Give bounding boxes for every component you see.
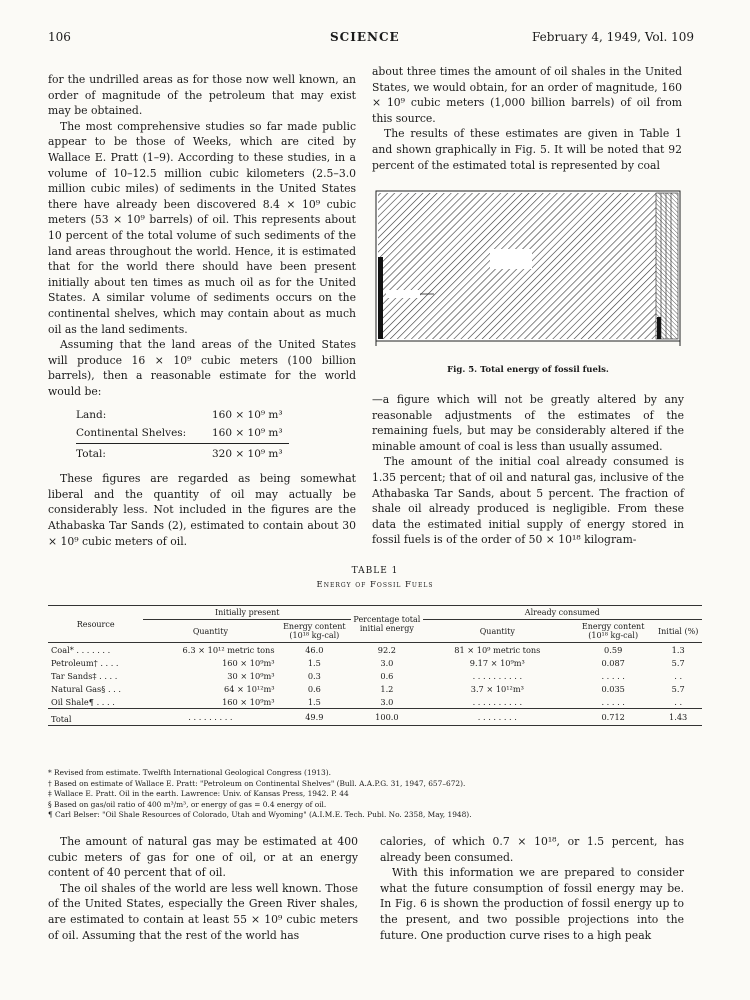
estimate-label: Land: bbox=[76, 409, 107, 422]
table-body bbox=[48, 643, 702, 726]
cell-quantity: 30 × 10⁹m³ bbox=[227, 670, 275, 681]
cell-consumed-energy: . . . . . bbox=[601, 670, 625, 681]
paragraph: The results of these estimates are given in Table 1 and shown graphically in Fig. 5. It will be noted that 92 percent of the estimated total is represented by coal bbox=[372, 127, 682, 172]
left-column-bottom bbox=[48, 834, 358, 943]
table-footnotes bbox=[48, 768, 472, 821]
cell-quantity: 6.3 × 10¹² metric tons bbox=[182, 644, 275, 655]
paragraph: These figures are regarded as being somewhat liberal and the quantity of oil may actually be considerably less. Not included in the figures are the Athabaska Tar Sands (2), estimated to contain about 30 × 10⁹ cubic meters of oil. bbox=[48, 472, 356, 548]
paragraph: The amount of natural gas may be estimated at 400 cubic meters of gas for one of oil, or at an energy content of 40 percent that of oil. bbox=[48, 835, 358, 880]
table-row bbox=[48, 643, 702, 657]
paragraph: Assuming that the land areas of the United States will produce 16 × 10⁹ cubic meters (100 billion barrels), then a reasonable estimate for the world would be: bbox=[48, 338, 356, 398]
col-header-already-consumed: Already consumed bbox=[423, 606, 702, 620]
cell-quantity: . . . . . . . . . bbox=[188, 712, 233, 722]
estimate-row bbox=[76, 425, 289, 443]
table-header-row bbox=[48, 606, 702, 620]
cell-pct: 92.2 bbox=[377, 644, 396, 655]
cell-energy: 0.3 bbox=[307, 670, 321, 681]
estimate-value: 160 × 10⁹ m³ bbox=[212, 409, 283, 422]
cell-consumed-quantity: 81 × 10⁹ metric tons bbox=[454, 644, 541, 655]
table-total-row bbox=[48, 709, 702, 726]
cell-resource: Petroleum† . . . . bbox=[51, 657, 119, 668]
col-header-initial-pct: Initial (%) bbox=[657, 626, 699, 636]
cell-energy: 1.5 bbox=[307, 657, 321, 668]
cell-quantity: 64 × 10¹²m³ bbox=[224, 683, 275, 694]
cell-consumed-energy: 0.712 bbox=[601, 712, 625, 722]
col-header-resource: Resource bbox=[48, 606, 143, 643]
oil-estimate-table bbox=[76, 407, 289, 463]
footnote: § Based on gas/oil ratio of 400 m³/m³, or energy of gas = 0.4 energy of oil. bbox=[48, 799, 327, 809]
table-title: Energy of Fossil Fuels bbox=[316, 580, 434, 590]
cell-consumed-quantity: . . . . . . . . . . bbox=[472, 696, 523, 707]
paragraph: The oil shales of the world are less well known. Those of the United States, especially the Green River shales, are estimated to contain at least 55 × 10⁹ cubic meters of oil. Assuming that the rest of the world has bbox=[48, 881, 358, 942]
other-consumed-bar bbox=[657, 317, 661, 339]
table-row bbox=[48, 669, 702, 682]
estimate-value: 160 × 10⁹ m³ bbox=[212, 427, 283, 440]
cell-consumed-pct: . . bbox=[674, 696, 683, 707]
right-column-bottom bbox=[380, 834, 684, 943]
consumed-label-box bbox=[386, 290, 420, 298]
cell-resource: Coal* . . . . . . . bbox=[51, 644, 111, 655]
table-row bbox=[48, 682, 702, 695]
right-column-top-a bbox=[372, 64, 682, 173]
cell-consumed-energy: 0.035 bbox=[601, 683, 625, 694]
estimate-value: 320 × 10⁹ m³ bbox=[212, 443, 289, 463]
cell-consumed-pct: 5.7 bbox=[671, 657, 685, 668]
cell-resource: Oil Shale¶ . . . . bbox=[51, 696, 115, 707]
footnote: ¶ Carl Belser: "Oil Shale Resources of Colorado, Utah and Wyoming" (A.I.M.E. Tech. Publ. No. 2358, May, 1948). bbox=[48, 810, 472, 820]
issue-info: February 4, 1949, Vol. 109 bbox=[532, 30, 694, 44]
cell-pct: 3.0 bbox=[380, 696, 394, 707]
estimate-total-row bbox=[76, 443, 289, 463]
cell-consumed-quantity: . . . . . . . . . . bbox=[472, 670, 523, 681]
table-row bbox=[48, 656, 702, 669]
coal-consumed-bar bbox=[378, 257, 383, 339]
cell-energy: 49.9 bbox=[305, 712, 324, 722]
estimate-row bbox=[76, 407, 289, 425]
cell-consumed-energy: 0.59 bbox=[604, 644, 623, 655]
col-header-percentage: Percentage total initial energy bbox=[351, 606, 422, 643]
energy-figure bbox=[372, 187, 684, 347]
footnote: * Revised from estimate. Twelfth International Geological Congress (1913). bbox=[48, 768, 331, 777]
figure-caption: Fig. 5. Total energy of fossil fuels. bbox=[447, 365, 609, 375]
col-header-quantity: Quantity bbox=[192, 626, 228, 636]
journal-title: SCIENCE bbox=[330, 30, 400, 44]
footnote: † Based on estimate of Wallace E. Pratt: "Petroleum on Continental Shelves" (Bull. A.A.P.G. 31, 1947, 657–672). bbox=[48, 778, 466, 788]
cell-consumed-quantity: 3.7 × 10¹²m³ bbox=[470, 683, 524, 694]
cell-consumed-pct: 1.43 bbox=[669, 712, 688, 722]
paragraph: —a figure which will not be greatly altered by any reasonable adjustments of the estimates of the remaining fuels, but may be considerably altered if the minable amount of coal is less than usually assumed. bbox=[372, 393, 684, 453]
cell-resource: Tar Sands‡ . . . . bbox=[51, 670, 118, 681]
cell-energy: 1.5 bbox=[307, 696, 321, 707]
col-header-consumed-energy: Energy content (10¹⁸ kg-cal) bbox=[581, 622, 645, 640]
col-header-energy: Energy content (10¹⁸ kg-cal) bbox=[283, 622, 346, 640]
right-column-top-b bbox=[372, 392, 684, 548]
cell-consumed-quantity: 9.17 × 10⁹m³ bbox=[469, 657, 525, 668]
cell-consumed-pct: 1.3 bbox=[671, 644, 685, 655]
cell-consumed-pct: . . bbox=[674, 670, 683, 681]
table-row bbox=[48, 695, 702, 709]
left-column-top bbox=[48, 72, 356, 549]
paragraph: about three times the amount of oil shales in the United States, we would obtain, for an order of magnitude, 160 × 10⁹ cubic meters (1,000 billion barrels) of oil from this source. bbox=[372, 65, 682, 125]
coal-label-box bbox=[490, 249, 532, 269]
paragraph: With this information we are prepared to consider what the future consumption of fossil energy may be. In Fig. 6 is shown the production of fossil energy up to the present, and two possible projections into the future. One production curve rises to a high peak bbox=[380, 866, 684, 942]
page-number: 106 bbox=[48, 30, 71, 44]
fossil-fuels-table bbox=[48, 605, 702, 726]
cell-resource: Total bbox=[51, 713, 72, 724]
paragraph: The amount of the initial coal already consumed is 1.35 percent; that of oil and natural gas, inclusive of the Athabaska Tar Sands, about 5 percent. The fraction of shale oil already produced is negligible. From these data the estimated initial supply of energy stored in fossil fuels is of the order of 50 × 10¹⁸ kilogram- bbox=[372, 455, 684, 547]
cell-quantity: 160 × 10⁹m³ bbox=[222, 657, 275, 668]
cell-pct: 0.6 bbox=[380, 670, 394, 681]
cell-consumed-quantity: . . . . . . . . bbox=[477, 712, 517, 722]
cell-consumed-energy: . . . . . bbox=[601, 696, 625, 707]
col-header-consumed-quantity: Quantity bbox=[479, 626, 515, 636]
cell-pct: 100.0 bbox=[375, 712, 399, 722]
cell-consumed-energy: 0.087 bbox=[601, 657, 625, 668]
table-label: TABLE 1 bbox=[351, 566, 399, 576]
col-header-initially-present: Initially present bbox=[143, 606, 351, 620]
cell-pct: 1.2 bbox=[380, 683, 394, 694]
cell-energy: 46.0 bbox=[305, 644, 324, 655]
estimate-label: Continental Shelves: bbox=[76, 427, 187, 440]
footnote: ‡ Wallace E. Pratt. Oil in the earth. Lawrence: Univ. of Kansas Press, 1942. P. 44 bbox=[48, 789, 349, 799]
cell-resource: Natural Gas§ . . . bbox=[51, 683, 121, 694]
paragraph: The most comprehensive studies so far made public appear to be those of Weeks, which are cited by Wallace E. Pratt (1–9). According to these studies, in a volume of 10–12.5 million cubic kilometers (2.5–3.0 million cubic miles) of sediments in the United States there have already been discovered 8.4 × 10⁹ cubic meters (53 × 10⁹ barrels) of oil. This represents about 10 percent of the total volume of such sediments of the land areas throughout the world. Hence, it is estimated that for the world there should have been present initially about ten times as much oil as for the United States. A similar volume of sediments occurs on the continental shelves, which may contain about as much oil as the land sediments. bbox=[48, 119, 356, 336]
cell-pct: 3.0 bbox=[380, 657, 394, 668]
paragraph: for the undrilled areas as for those now well known, an order of magnitude of the petroleum that may exist may be obtained. bbox=[48, 73, 356, 118]
paragraph: calories, of which 0.7 × 10¹⁸, or 1.5 percent, has already been consumed. bbox=[380, 835, 684, 864]
estimate-label: Total: bbox=[76, 443, 212, 463]
cell-quantity: 160 × 10⁹m³ bbox=[222, 696, 275, 707]
cell-energy: 0.6 bbox=[307, 683, 321, 694]
cell-consumed-pct: 5.7 bbox=[671, 683, 685, 694]
